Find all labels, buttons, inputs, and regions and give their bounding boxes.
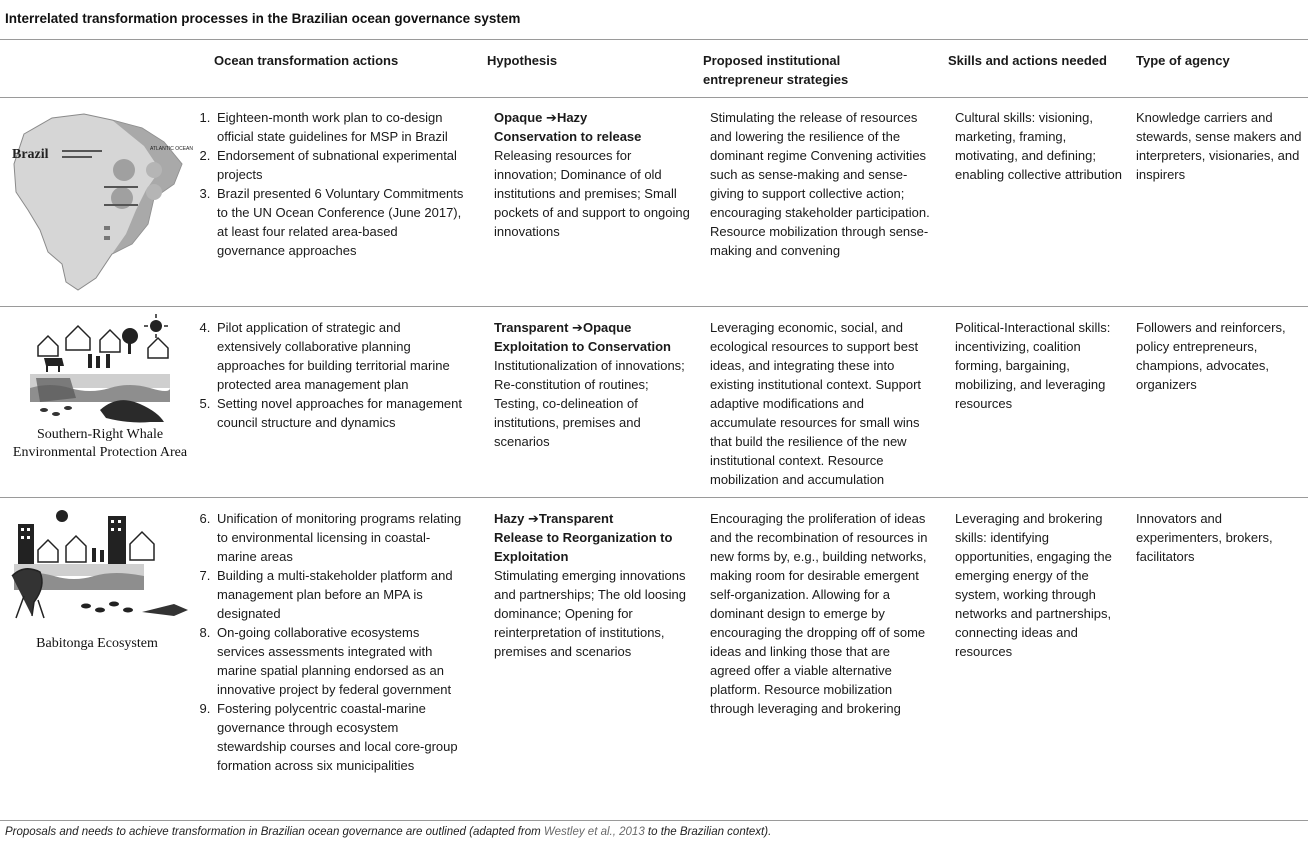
brazil-map-image: [4, 106, 194, 296]
header-skills: Skills and actions needed: [948, 53, 1107, 68]
shark-icon: [142, 604, 188, 616]
divider: [0, 306, 1308, 307]
arrow-icon: ➔: [527, 511, 539, 526]
fish-icon: [64, 406, 72, 410]
action-item: 4. Pilot application of strategic and extensively collaborative planning approaches for building territorial marine protected area management plan: [214, 318, 464, 394]
tree-icon: [122, 328, 138, 344]
row1-agency: Knowledge carriers and stewards, sense makers and interpreters, visionaries, and inspirers: [1136, 110, 1302, 182]
whale-area-label: Southern-Right Whale Environmental Protection Area: [12, 427, 188, 460]
person-icon: [100, 550, 104, 562]
table-caption: Proposals and needs to achieve transformation in Brazilian ocean governance are outlined (adapted from Westley et al., 2013 to the Brazilian context).: [5, 826, 772, 838]
hypothesis-text: Releasing resources for innovation; Dominance of old institutions and premises; Small pockets of and support to ongoing innovations: [494, 148, 690, 239]
row2-agency: Followers and reinforcers, policy entrepreneurs, champions, advocates, organizers: [1136, 320, 1286, 392]
building-icon: [108, 516, 126, 564]
house-icon: [100, 330, 120, 352]
hypothesis-heading: Transparent ➔Opaque: [494, 320, 632, 335]
action-item: 5. Setting novel approaches for management council structure and dynamics: [214, 394, 464, 432]
hypothesis-heading: Opaque ➔Hazy: [494, 110, 588, 125]
whale-icon: [100, 400, 164, 422]
babitonga-label: Babitonga Ecosystem: [36, 636, 158, 651]
header-hypothesis: Hypothesis: [487, 53, 558, 68]
mangrove-icon: [12, 569, 44, 618]
sun-icon: [56, 510, 68, 522]
action-item: 7. Building a multi-stakeholder platform and management plan before an MPA is designated: [214, 566, 464, 623]
house-icon: [66, 536, 86, 562]
reference-link[interactable]: Westley et al., 2013: [543, 826, 645, 838]
hypothesis-phase: Exploitation to Conservation: [494, 339, 671, 354]
hypothesis-text: Institutionalization of innovations; Re-constitution of routines; Testing, co-delineation of institutions, premises and scenarios: [494, 358, 685, 449]
map-ocean-label: ATLANTIC OCEAN: [150, 146, 193, 152]
person-icon: [88, 354, 92, 368]
house-icon: [148, 338, 168, 358]
fish-icon: [40, 408, 48, 412]
row1-strategies: Stimulating the release of resources and lowering the resilience of the dominant regime Convening activities such as sense-making and sense-giving to support collective action; encouraging stakeholder participation. Resource mobilization through sense-making and convening: [710, 110, 930, 258]
header-actions: Ocean transformation actions: [214, 53, 399, 68]
arrow-icon: ➔: [546, 110, 557, 125]
row3-agency: Innovators and experimenters, brokers, facilitators: [1136, 511, 1273, 564]
hypothesis-heading: Hazy ➔Transparent: [494, 511, 614, 526]
row2-actions: [192, 318, 464, 432]
row1-actions: [192, 108, 464, 260]
vegetation-band: [36, 378, 76, 402]
legend-dot: [146, 184, 162, 200]
row1-skills: Cultural skills: visioning, marketing, framing, motivating, and defining; enabling collective attribution: [955, 110, 1122, 182]
action-item: 3. Brazil presented 6 Voluntary Commitments to the UN Ocean Conference (June 2017), at least four related area-based governance approaches: [214, 184, 464, 260]
action-item: 6. Unification of monitoring programs relating to environmental licensing in coastal-marine areas: [214, 509, 464, 566]
divider: [0, 497, 1308, 498]
row2-hypothesis: [494, 318, 690, 451]
action-item: 2. Endorsement of subnational experimental projects: [214, 146, 464, 184]
divider: [0, 820, 1308, 821]
arrow-icon: ➔: [572, 320, 583, 335]
babitonga-ecosystem-image: [4, 506, 190, 634]
row3-skills: Leveraging and brokering skills: identifying opportunities, engaging the emerging energy of the system, working through networks and partnerships, connecting ideas and resources: [955, 511, 1112, 659]
hypothesis-phase: Release to Reorganization to Exploitation: [494, 530, 673, 564]
whale-protection-area-image: [30, 312, 170, 424]
row3-hypothesis: [494, 509, 690, 661]
legend-dot: [146, 162, 162, 178]
fish-icon: [81, 604, 91, 609]
header-strategies: Proposed institutional entrepreneur strategies: [703, 53, 849, 87]
house-icon: [38, 336, 58, 356]
divider: [0, 97, 1308, 98]
building-icon: [18, 524, 34, 564]
fish-icon: [123, 608, 133, 613]
row2-skills: Political-Interactional skills: incentivizing, coalition forming, bargaining, mobilizing, and leveraging resources: [955, 320, 1111, 411]
header-agency: Type of agency: [1136, 53, 1230, 68]
fish-icon: [109, 602, 119, 607]
fish-icon: [52, 412, 60, 416]
action-item: 9. Fostering polycentric coastal-marine governance through ecosystem stewardship courses and local core-group formation across six municipalities: [214, 699, 464, 775]
sun-icon: [150, 320, 162, 332]
table-title: Interrelated transformation processes in the Brazilian ocean governance system: [5, 11, 521, 26]
row2-strategies: Leveraging economic, social, and ecological resources to support best ideas, and integrating these into existing institutional context. Support adaptive modifications and accumulate resources for small wins that build the resilience of the new institutional context. Resource mobilization and accumulation: [710, 320, 922, 487]
legend-box: [104, 236, 110, 240]
divider: [0, 39, 1308, 40]
person-icon: [106, 354, 110, 368]
house-icon: [66, 326, 90, 350]
action-item: 1. Eighteen-month work plan to co-design official state guidelines for MSP in Brazil: [214, 108, 464, 146]
person-icon: [96, 356, 100, 368]
legend-box: [104, 226, 110, 230]
row3-strategies: Encouraging the proliferation of ideas and the recombination of resources in new forms by, e.g., building networks, making room for desirable emergent self-organization. Allowing for a dominant design to emerge by encouraging the dropping off of some ideas and linking those that are agreed offer a viable alternative platform. Resource mobilization through leveraging and brokering: [710, 511, 928, 716]
fish-icon: [95, 608, 105, 613]
action-item: 8. On-going collaborative ecosystems services assessments integrated with marine spatial planning endorsed as an innovative project by federal government: [214, 623, 464, 699]
row3-actions: [192, 509, 464, 775]
hypothesis-text: Stimulating emerging innovations and partnerships; The old loosing dominance; Opening for reinterpretation of institutions, premises and scenarios: [494, 568, 686, 659]
house-icon: [130, 532, 154, 560]
person-icon: [92, 548, 96, 562]
cow-icon: [44, 358, 64, 372]
house-icon: [38, 540, 58, 562]
hypothesis-phase: Conservation to release: [494, 129, 642, 144]
legend-dot: [113, 159, 135, 181]
map-country-label: Brazil: [12, 147, 49, 162]
row1-hypothesis: [494, 108, 690, 241]
